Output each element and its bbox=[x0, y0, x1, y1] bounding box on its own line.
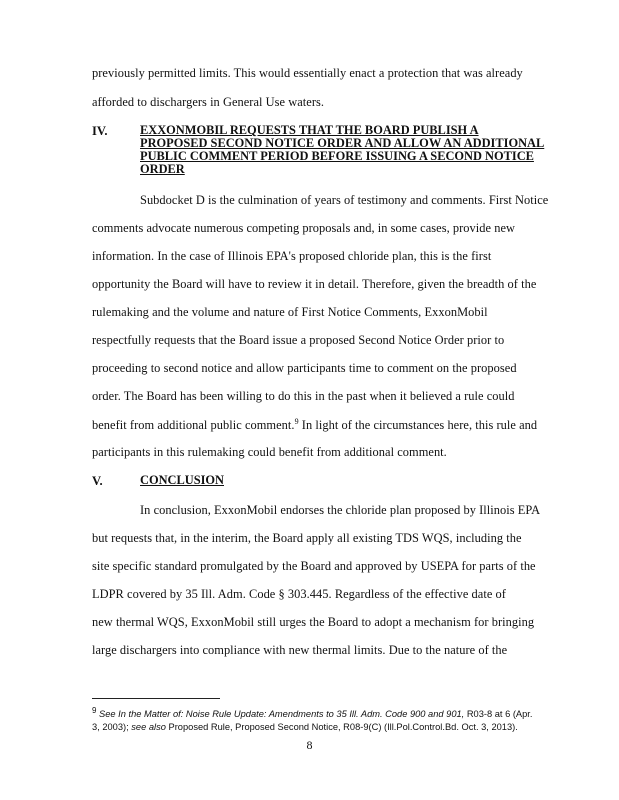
section-number: V. bbox=[92, 474, 103, 488]
body-line: order. The Board has been willing to do this in the past when it believed a rule could bbox=[92, 389, 515, 403]
body-line: comments advocate numerous competing proposals and, in some cases, provide new bbox=[92, 221, 516, 235]
body-line: In conclusion, ExxonMobil endorses the chloride plan proposed by Illinois EPA bbox=[140, 503, 541, 517]
section-number: IV. bbox=[92, 124, 108, 138]
footnote-marker: 9 bbox=[92, 706, 97, 715]
page-number: 8 bbox=[306, 738, 313, 752]
section-heading-line: ORDER bbox=[140, 162, 185, 176]
footnote-citation: See In the Matter of: Noise Rule Update: Amendments to 35 Ill. Adm. Code 900 and 901, bbox=[99, 709, 465, 720]
body-line: opportunity the Board will have to review it in detail. Therefore, given the breadth of the bbox=[92, 277, 537, 291]
body-line: but requests that, in the interim, the Board apply all existing TDS WQS, including the bbox=[92, 531, 522, 545]
section-heading-line: PUBLIC COMMENT PERIOD BEFORE ISSUING A SECOND NOTICE bbox=[140, 149, 534, 163]
body-line: afforded to dischargers in General Use waters. bbox=[92, 95, 325, 109]
body-line: proceeding to second notice and allow participants time to comment on the proposed bbox=[92, 361, 517, 375]
body-line: LDPR covered by 35 Ill. Adm. Code § 303.445. Regardless of the effective date of bbox=[92, 587, 506, 601]
footnote-text: Proposed Rule, Proposed Second Notice, R08-9(C) (Ill.Pol.Control.Bd. Oct. 3, 2013). bbox=[165, 721, 518, 732]
body-line: rulemaking and the volume and nature of First Notice Comments, ExxonMobil bbox=[92, 305, 488, 319]
body-line: participants in this rulemaking could benefit from additional comment. bbox=[92, 445, 447, 459]
body-line: large dischargers into compliance with new thermal limits. Due to the nature of the bbox=[92, 643, 508, 657]
footnote-text: R03-8 at 6 (Apr. bbox=[464, 709, 533, 720]
body-line: site specific standard promulgated by the Board and approved by USEPA for parts of the bbox=[92, 559, 536, 573]
body-text: benefit from additional public comment. bbox=[92, 418, 295, 433]
section-heading-line: PROPOSED SECOND NOTICE ORDER AND ALLOW AN ADDITIONAL bbox=[140, 136, 545, 150]
body-line bbox=[92, 417, 538, 433]
footnote-divider bbox=[92, 698, 220, 699]
body-line: information. In the case of Illinois EPA's proposed chloride plan, this is the first bbox=[92, 249, 492, 263]
body-text: In light of the circumstances here, this rule and bbox=[298, 418, 538, 433]
footnote bbox=[92, 705, 537, 733]
footnote-text: 3, 2003); bbox=[92, 721, 132, 732]
body-line: previously permitted limits. This would essentially enact a protection that was already bbox=[92, 66, 523, 80]
section-heading-line: EXXONMOBIL REQUESTS THAT THE BOARD PUBLISH A bbox=[140, 123, 479, 137]
body-line: Subdocket D is the culmination of years of testimony and comments. First Notice bbox=[140, 193, 549, 207]
footnote-reference[interactable]: 9 bbox=[294, 417, 299, 426]
body-line: new thermal WQS, ExxonMobil still urges the Board to adopt a mechanism for bringing bbox=[92, 615, 535, 629]
footnote-signal: see also bbox=[131, 721, 166, 732]
section-heading: CONCLUSION bbox=[140, 473, 224, 487]
body-line: respectfully requests that the Board issue a proposed Second Notice Order prior to bbox=[92, 333, 505, 347]
